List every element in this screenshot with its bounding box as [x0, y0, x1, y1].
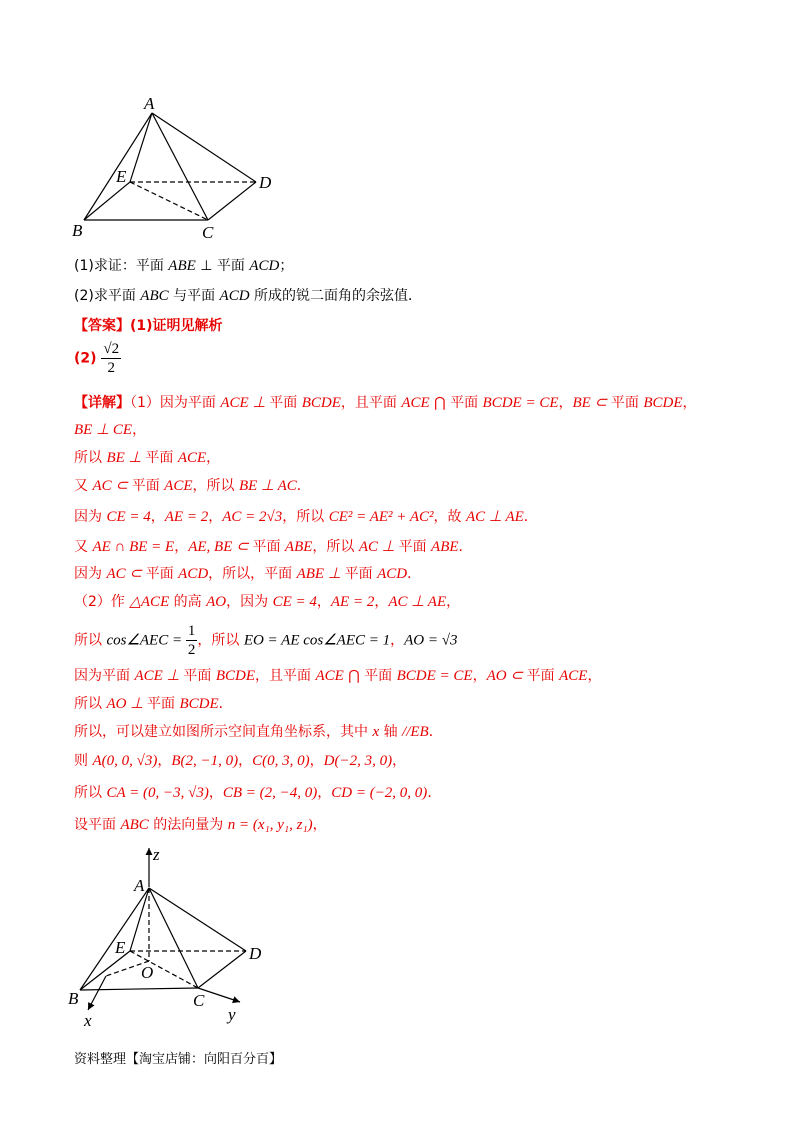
label-E: E	[116, 167, 127, 186]
detail-line-1: 【详解】（1）因为平面 ACE ⊥ 平面 BCDE，且平面 ACE ⋂ 平面 BCDE = CE，BE ⊂ 平面 BCDE，	[74, 395, 697, 411]
detail-line-4: 又 AC ⊂ 平面 ACE，所以 BE ⊥ AC．	[74, 478, 311, 494]
detail-line-13: 则 A(0, 0, √3)，B(2, −1, 0)，C(0, 3, 0)，D(−2, 3, 0)，	[74, 753, 407, 769]
edge-AD	[152, 113, 256, 182]
edge-CD	[208, 182, 256, 220]
label-D: D	[259, 173, 272, 192]
detail-line-9: 所以 cos∠AEC = $\frac{1}{2}$ ，所以 EO = AE cos∠AEC = 1，AO = √3	[74, 623, 458, 658]
label-B-2: B	[68, 989, 79, 1008]
label-B: B	[72, 221, 83, 240]
label-E-2: E	[115, 938, 126, 957]
label-z: z	[153, 845, 160, 864]
detail-line-15: 设平面 ABC 的法向量为 n = (x₁, y₁, z₁)，	[74, 817, 327, 833]
detail-line-7: 因为 AC ⊂ 平面 ACD，所以，平面 ABE ⊥ 平面 ACD．	[74, 566, 422, 582]
question-2: (2)求平面 ABC 与平面 ACD 所成的锐二面角的余弦值．	[74, 288, 422, 304]
footer-source: 资料整理【淘宝店铺：向阳百分百】	[74, 1052, 283, 1067]
label-y: y	[228, 1005, 236, 1024]
edge-BC-2	[80, 988, 198, 990]
label-C: C	[202, 223, 214, 242]
edge-BE	[84, 182, 130, 220]
question-1: (1)求证：平面 ABE ⊥ 平面 ACD；	[74, 258, 294, 274]
detail-line-11: 所以 AO ⊥ 平面 BCDE．	[74, 696, 233, 712]
edge-AC	[152, 113, 208, 220]
detail-line-8: （2）作 △ACE 的高 AO，因为 CE = 4，AE = 2，AC ⊥ AE，	[74, 594, 461, 610]
edge-AD-2	[149, 888, 246, 951]
edge-EC	[130, 182, 208, 220]
pyramid-figure-1	[60, 90, 290, 250]
label-D-2: D	[249, 944, 262, 963]
pyramid-figure-2	[60, 840, 290, 1040]
answer-line-2: (2) $\frac{√2}{2}$	[74, 341, 120, 376]
label-C-2: C	[193, 991, 205, 1010]
detail-line-5: 因为 CE = 4，AE = 2，AC = 2√3，所以 CE² = AE² + AC²，故 AC ⊥ AE．	[74, 509, 538, 525]
edge-AE	[130, 113, 152, 182]
detail-line-6: 又 AE ∩ BE = E，AE, BE ⊂ 平面 ABE，所以 AC ⊥ 平面 ABE．	[74, 539, 473, 555]
detail-line-3: 所以 BE ⊥ 平面 ACE，	[74, 450, 221, 466]
answer-line-1: 【答案】(1)证明见解析	[74, 318, 223, 334]
label-A-2: A	[134, 876, 145, 895]
label-O: O	[141, 963, 154, 982]
edge-CD-2	[198, 951, 246, 988]
label-x: x	[84, 1011, 92, 1030]
detail-line-2: BE ⊥ CE，	[74, 422, 147, 438]
edge-AE-2	[130, 888, 149, 951]
detail-line-10: 因为平面 ACE ⊥ 平面 BCDE，且平面 ACE ⋂ 平面 BCDE = CE，AO ⊂ 平面 ACE，	[74, 668, 602, 684]
detail-line-14: 所以 CA = (0, −3, √3)，CB = (2, −4, 0)，CD = (−2, 0, 0)．	[74, 785, 442, 801]
label-A: A	[144, 94, 155, 113]
detail-line-12: 所以，可以建立如图所示空间直角坐标系，其中 x 轴 //EB．	[74, 724, 443, 740]
edge-AC-2	[149, 888, 198, 988]
